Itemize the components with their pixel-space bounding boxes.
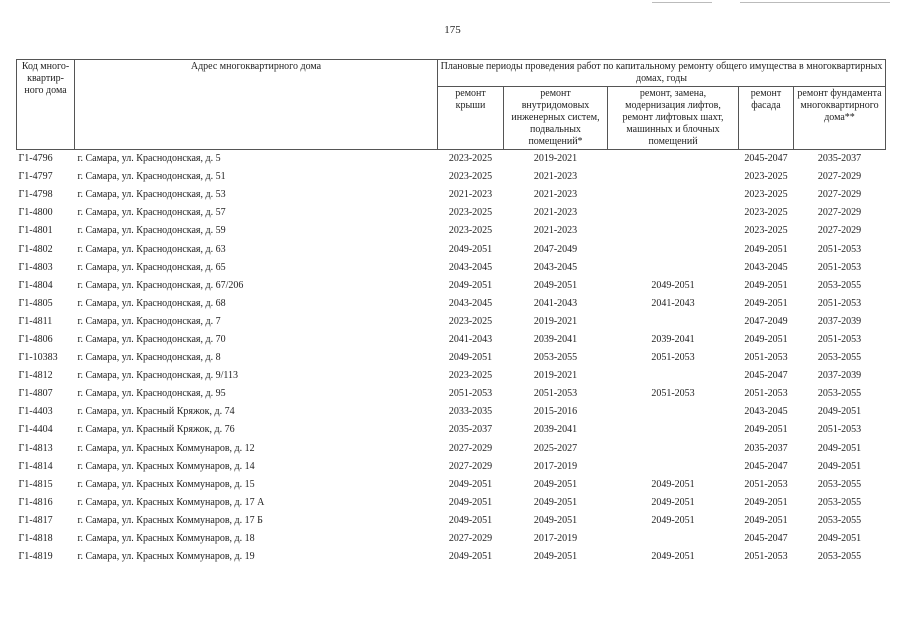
cell-elevators	[608, 458, 739, 476]
header-address: Адрес многоквартирного дома	[75, 60, 438, 150]
table-row	[17, 259, 886, 277]
cell-address: г. Самара, ул. Краснодонская, д. 9/113	[77, 370, 238, 382]
page-number: 175	[444, 24, 461, 36]
cell-roof: 2043-2045	[448, 261, 493, 273]
cell-foundation: 2053-2055	[817, 551, 862, 563]
cell-code: Г1-4817	[18, 514, 53, 526]
cell-foundation: 2051-2053	[817, 333, 862, 345]
cell-facade: 2049-2051	[744, 496, 788, 508]
table-row	[17, 530, 886, 548]
cell-foundation: 2049-2051	[817, 442, 862, 454]
cell-facade: 2023-2025	[744, 207, 788, 219]
cell-address: г. Самара, ул. Краснодонская, д. 57	[77, 207, 226, 219]
cell-facade: 2051-2053	[744, 478, 788, 490]
cell-foundation: 2027-2029	[817, 189, 862, 201]
cell-facade: 2047-2049	[744, 315, 788, 327]
table-row	[17, 476, 886, 494]
cell-code: Г1-4807	[18, 388, 53, 400]
cell-roof: 2027-2029	[448, 460, 493, 472]
cell-elevators	[608, 421, 739, 439]
cell-engineering: 2049-2051	[533, 279, 578, 291]
table-row	[17, 240, 886, 258]
cell-roof: 2023-2025	[438, 150, 504, 169]
cell-roof: 2049-2051	[448, 514, 493, 526]
cell-foundation: 2053-2055	[817, 478, 862, 490]
cell-engineering: 2019-2021	[504, 150, 608, 169]
cell-foundation: 2053-2055	[817, 388, 862, 400]
cell-engineering: 2021-2023	[533, 189, 578, 201]
cell-code: Г1-4812	[18, 370, 53, 382]
cell-address: г. Самара, ул. Красных Коммунаров, д. 19	[77, 551, 255, 563]
cell-facade: 2049-2051	[744, 297, 788, 309]
cell-facade: 2051-2053	[744, 551, 788, 563]
cell-elevators	[608, 186, 739, 204]
cell-engineering: 2017-2019	[533, 533, 578, 545]
cell-engineering: 2053-2055	[533, 352, 578, 364]
cell-roof: 2027-2029	[448, 533, 493, 545]
cell-address: г. Самара, ул. Красных Коммунаров, д. 18	[77, 533, 255, 545]
cell-address: г. Самара, ул. Краснодонская, д. 65	[77, 261, 226, 273]
cell-foundation: 2051-2053	[817, 261, 862, 273]
table-row	[17, 403, 886, 421]
cell-code: Г1-4804	[18, 279, 53, 291]
cell-facade: 2045-2047	[739, 150, 794, 169]
cell-facade: 2045-2047	[744, 370, 788, 382]
cell-code: Г1-4801	[18, 225, 53, 237]
cell-roof: 2043-2045	[448, 297, 493, 309]
cell-roof: 2049-2051	[448, 496, 493, 508]
cell-code: Г1-4403	[18, 406, 53, 418]
cell-elevators: 2049-2051	[651, 496, 695, 508]
cell-roof: 2049-2051	[448, 551, 493, 563]
cell-foundation: 2051-2053	[817, 297, 862, 309]
cell-elevators: 2051-2053	[651, 352, 695, 364]
table-row	[17, 331, 886, 349]
table-row	[17, 440, 886, 458]
cell-elevators	[608, 150, 739, 169]
cell-code: Г1-4819	[18, 551, 53, 563]
cell-engineering: 2017-2019	[533, 460, 578, 472]
cell-engineering: 2021-2023	[533, 207, 578, 219]
cell-foundation: 2051-2053	[817, 243, 862, 255]
cell-roof: 2027-2029	[448, 442, 493, 454]
table-row	[17, 494, 886, 512]
cell-elevators	[608, 168, 739, 186]
cell-foundation: 2027-2029	[817, 171, 862, 183]
cell-elevators: 2049-2051	[651, 478, 695, 490]
cell-address: г. Самара, ул. Красный Кряжок, д. 74	[77, 406, 235, 418]
cell-code: Г1-4816	[18, 496, 53, 508]
cell-foundation: 2037-2039	[817, 315, 862, 327]
cell-foundation: 2049-2051	[817, 533, 862, 545]
cell-address: г. Самара, ул. Краснодонская, д. 53	[77, 189, 226, 201]
table-row	[17, 168, 886, 186]
cell-address: г. Самара, ул. Красных Коммунаров, д. 17 А	[77, 496, 265, 508]
cell-roof: 2023-2025	[448, 207, 493, 219]
cell-elevators: 2049-2051	[651, 514, 695, 526]
cell-address: г. Самара, ул. Краснодонская, д. 8	[77, 352, 221, 364]
cell-facade: 2043-2045	[744, 406, 788, 418]
table-row	[17, 150, 886, 169]
cell-address: г. Самара, ул. Красных Коммунаров, д. 14	[77, 460, 255, 472]
table-row	[17, 367, 886, 385]
cell-elevators	[608, 403, 739, 421]
cell-facade: 2051-2053	[744, 388, 788, 400]
table-row	[17, 186, 886, 204]
cell-address: г. Самара, ул. Краснодонская, д. 5	[75, 150, 438, 169]
cell-code: Г1-4803	[18, 261, 53, 273]
cell-roof: 2049-2051	[448, 279, 493, 291]
cell-code: Г1-4813	[18, 442, 53, 454]
table-row	[17, 222, 886, 240]
cell-engineering: 2025-2027	[533, 442, 578, 454]
cell-elevators	[608, 367, 739, 385]
cell-foundation: 2053-2055	[817, 279, 862, 291]
cell-elevators	[608, 313, 739, 331]
header-foundation: ремонт фундамента многоквартирного дома**	[794, 87, 886, 150]
cell-engineering: 2021-2023	[533, 171, 578, 183]
cell-engineering: 2021-2023	[533, 225, 578, 237]
cell-foundation: 2053-2055	[817, 352, 862, 364]
scan-artifact-line	[740, 2, 890, 3]
cell-code: Г1-4815	[18, 478, 53, 490]
cell-code: Г1-4798	[18, 189, 53, 201]
cell-address: г. Самара, ул. Красных Коммунаров, д. 17 Б	[77, 514, 263, 526]
cell-elevators	[608, 530, 739, 548]
table-row	[17, 277, 886, 295]
cell-elevators	[608, 240, 739, 258]
cell-address: г. Самара, ул. Краснодонская, д. 63	[77, 243, 226, 255]
cell-address: г. Самара, ул. Краснодонская, д. 95	[77, 388, 226, 400]
header-facade: ремонт фасада	[739, 87, 794, 150]
repair-schedule-table	[16, 59, 886, 566]
cell-code: Г1-4806	[18, 333, 53, 345]
header-code: Код много-квартир-ного дома	[17, 60, 75, 150]
cell-code: Г1-4811	[18, 315, 53, 327]
cell-elevators: 2049-2051	[651, 279, 695, 291]
cell-engineering: 2043-2045	[533, 261, 578, 273]
cell-address: г. Самара, ул. Краснодонская, д. 70	[77, 333, 226, 345]
cell-address: г. Самара, ул. Краснодонская, д. 51	[77, 171, 226, 183]
cell-roof: 2023-2025	[448, 171, 493, 183]
scan-artifact-line	[652, 2, 712, 3]
cell-facade: 2051-2053	[744, 352, 788, 364]
cell-engineering: 2039-2041	[533, 424, 578, 436]
cell-engineering: 2015-2016	[533, 406, 578, 418]
cell-elevators	[608, 259, 739, 277]
cell-roof: 2049-2051	[448, 243, 493, 255]
cell-foundation: 2037-2039	[817, 370, 862, 382]
cell-facade: 2045-2047	[744, 460, 788, 472]
cell-code: Г1-4802	[18, 243, 53, 255]
cell-roof: 2041-2043	[448, 333, 493, 345]
table-row	[17, 385, 886, 403]
table-row	[17, 313, 886, 331]
cell-engineering: 2019-2021	[533, 315, 578, 327]
cell-facade: 2023-2025	[744, 225, 788, 237]
cell-elevators: 2051-2053	[651, 388, 695, 400]
cell-facade: 2049-2051	[744, 243, 788, 255]
cell-roof: 2023-2025	[448, 370, 493, 382]
cell-address: г. Самара, ул. Красных Коммунаров, д. 12	[77, 442, 255, 454]
cell-roof: 2049-2051	[448, 352, 493, 364]
cell-address: г. Самара, ул. Красный Кряжок, д. 76	[77, 424, 235, 436]
cell-engineering: 2049-2051	[533, 551, 578, 563]
header-periods: Плановые периоды проведения работ по капитальному ремонту общего имущества в многоквартирных домах, годы	[438, 60, 886, 87]
cell-engineering: 2049-2051	[533, 478, 578, 490]
cell-address: г. Самара, ул. Краснодонская, д. 68	[77, 297, 226, 309]
cell-facade: 2049-2051	[744, 279, 788, 291]
cell-roof: 2051-2053	[448, 388, 493, 400]
cell-engineering: 2049-2051	[533, 514, 578, 526]
cell-address: г. Самара, ул. Краснодонская, д. 67/206	[77, 279, 244, 291]
cell-code: Г1-4797	[18, 171, 53, 183]
table-row	[17, 295, 886, 313]
cell-engineering: 2049-2051	[533, 496, 578, 508]
header-elevators: ремонт, замена, модернизация лифтов, ремонт лифтовых шахт, машинных и блочных помещений	[608, 87, 739, 150]
table-row	[17, 512, 886, 530]
cell-address: г. Самара, ул. Краснодонская, д. 7	[77, 315, 221, 327]
cell-foundation: 2053-2055	[817, 496, 862, 508]
cell-roof: 2033-2035	[448, 406, 493, 418]
cell-engineering: 2041-2043	[533, 297, 578, 309]
cell-facade: 2023-2025	[744, 171, 788, 183]
cell-foundation: 2049-2051	[817, 406, 862, 418]
cell-facade: 2045-2047	[744, 533, 788, 545]
table-row	[17, 458, 886, 476]
cell-engineering: 2047-2049	[533, 243, 578, 255]
cell-facade: 2043-2045	[744, 261, 788, 273]
cell-roof: 2035-2037	[448, 424, 493, 436]
cell-address: г. Самара, ул. Краснодонская, д. 59	[77, 225, 226, 237]
cell-foundation: 2027-2029	[817, 207, 862, 219]
cell-engineering: 2039-2041	[533, 333, 578, 345]
cell-roof: 2021-2023	[448, 189, 493, 201]
cell-code: Г1-4805	[18, 297, 53, 309]
cell-code: Г1-4814	[18, 460, 53, 472]
table-row	[17, 204, 886, 222]
cell-elevators	[608, 204, 739, 222]
cell-roof: 2023-2025	[448, 225, 493, 237]
header-engineering: ремонт внутридомовых инженерных систем, подвальных помещений*	[504, 87, 608, 150]
cell-roof: 2023-2025	[448, 315, 493, 327]
cell-code: Г1-4800	[18, 207, 53, 219]
cell-address: г. Самара, ул. Красных Коммунаров, д. 15	[77, 478, 255, 490]
table-row	[17, 349, 886, 367]
table-row	[17, 421, 886, 439]
cell-facade: 2023-2025	[744, 189, 788, 201]
cell-code: Г1-10383	[18, 352, 58, 364]
cell-code: Г1-4818	[18, 533, 53, 545]
cell-facade: 2049-2051	[744, 333, 788, 345]
cell-facade: 2049-2051	[744, 424, 788, 436]
cell-elevators: 2049-2051	[651, 551, 695, 563]
cell-foundation: 2049-2051	[817, 460, 862, 472]
cell-facade: 2049-2051	[744, 514, 788, 526]
cell-foundation: 2051-2053	[817, 424, 862, 436]
table-row	[17, 548, 886, 566]
cell-engineering: 2019-2021	[533, 370, 578, 382]
cell-engineering: 2051-2053	[533, 388, 578, 400]
cell-elevators: 2039-2041	[651, 333, 695, 345]
cell-foundation: 2035-2037	[794, 150, 886, 169]
cell-foundation: 2053-2055	[817, 514, 862, 526]
cell-code: Г1-4404	[18, 424, 53, 436]
cell-foundation: 2027-2029	[817, 225, 862, 237]
header-roof: ремонт крыши	[438, 87, 504, 150]
cell-code: Г1-4796	[17, 150, 75, 169]
cell-elevators	[608, 222, 739, 240]
cell-roof: 2049-2051	[448, 478, 493, 490]
cell-elevators	[608, 440, 739, 458]
cell-facade: 2035-2037	[744, 442, 788, 454]
cell-elevators: 2041-2043	[651, 297, 695, 309]
